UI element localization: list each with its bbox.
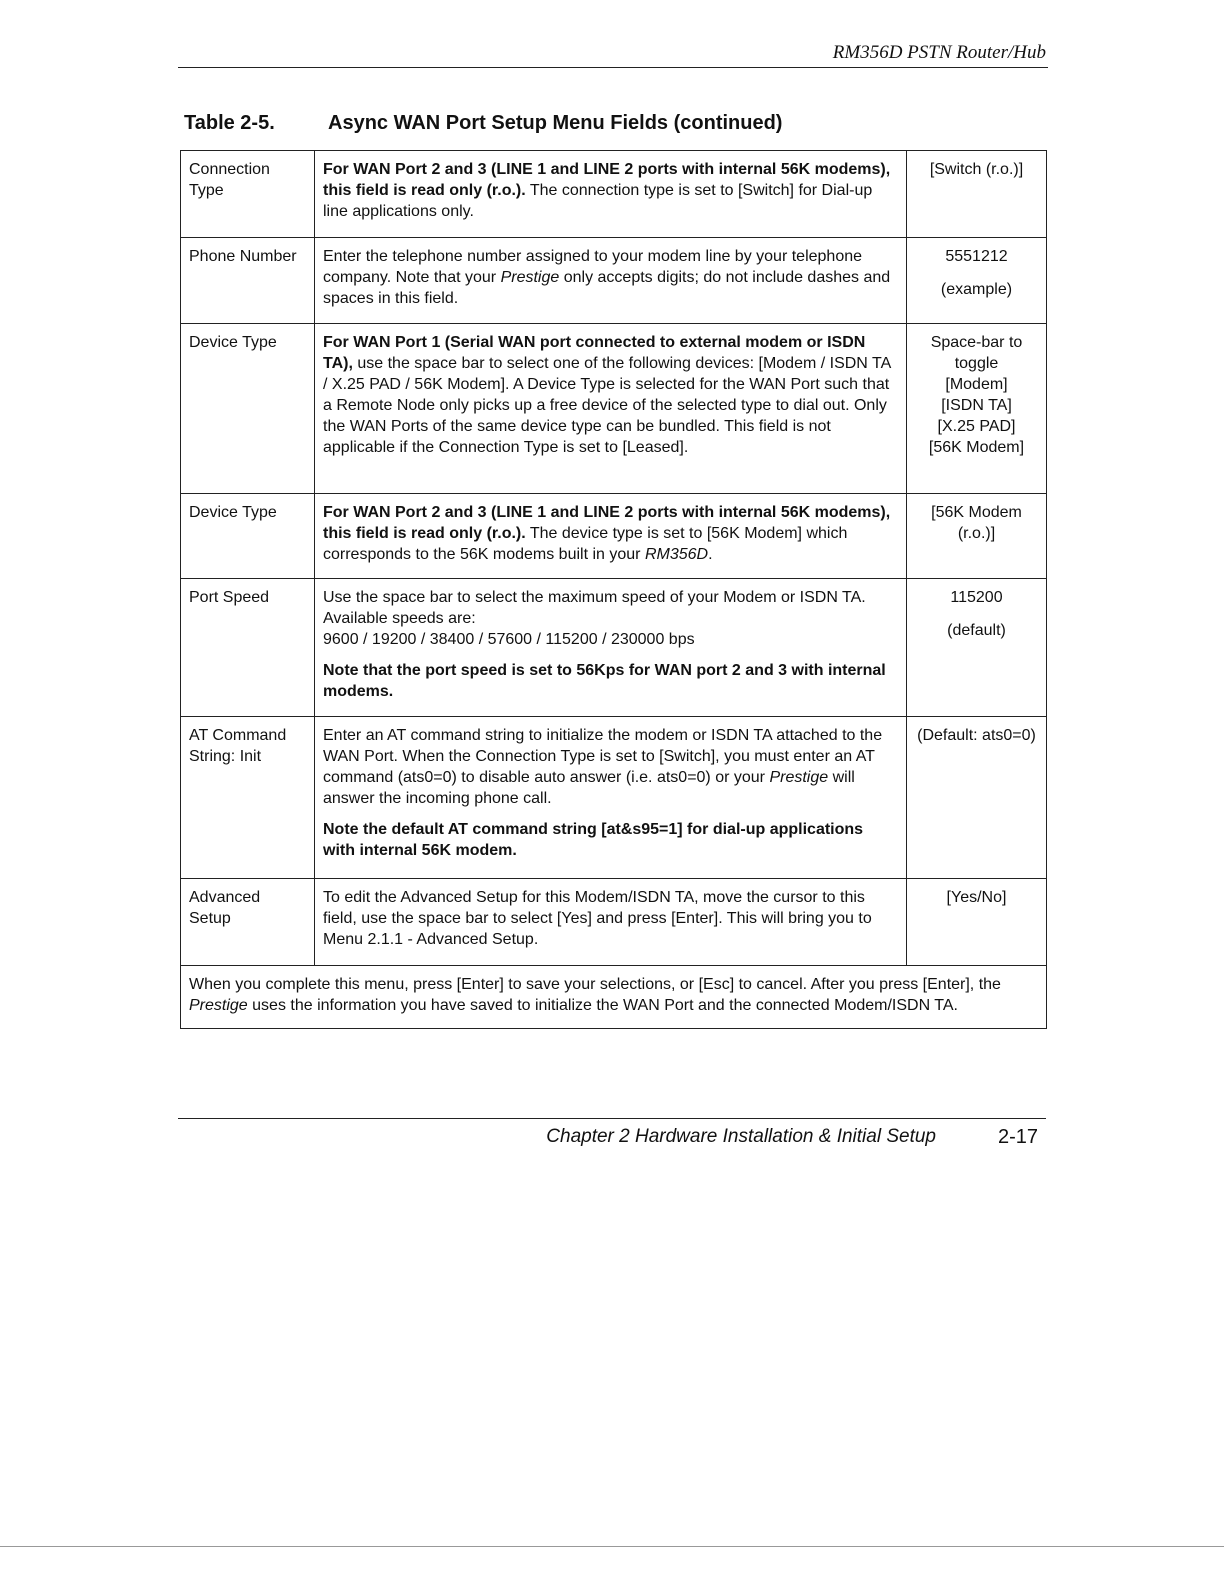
field-value — [907, 151, 1047, 238]
table-row — [181, 324, 1047, 494]
description-bold: For WAN Port 2 and 3 (LINE 1 and LINE 2 ports with internal 56K modems), this field is read only (r.o.). — [323, 161, 891, 199]
value-text: (Default: ats0=0) — [917, 727, 1036, 744]
field-name: Connection Type — [181, 151, 315, 238]
table-row — [181, 717, 1047, 879]
description-text: Enter the telephone number assigned to your modem line by your telephone company. Note that your — [323, 248, 863, 286]
fields-table — [180, 150, 1047, 1029]
table-row — [181, 238, 1047, 324]
header-rule — [178, 67, 1048, 68]
description-bold: For WAN Port 1 (Serial WAN port connected to external modem or ISDN TA), — [323, 334, 866, 372]
speed-list: 9600 / 19200 / 38400 / 57600 / 115200 / 230000 bps — [323, 631, 695, 648]
table-row — [181, 494, 1047, 579]
table-title: Async WAN Port Setup Menu Fields (continued) — [328, 112, 783, 134]
table-row — [181, 879, 1047, 966]
field-description — [315, 238, 907, 324]
value-text: [Switch (r.o.)] — [929, 161, 1024, 178]
footer-text: uses the information you have saved to initialize the WAN Port and the connected Modem/ISDN TA. — [247, 997, 958, 1014]
value-line: [56K Modem] — [928, 439, 1025, 456]
field-name: Port Speed — [181, 579, 315, 717]
table-footer-row — [181, 966, 1047, 1029]
page-number: 2-17 — [998, 1126, 1039, 1148]
value-line: [Modem] — [945, 376, 1008, 393]
value-line: toggle — [954, 355, 999, 372]
value-note: (example) — [940, 281, 1013, 298]
description-italic: RM356D — [644, 546, 709, 563]
field-description — [315, 151, 907, 238]
value-line: [ISDN TA] — [941, 397, 1012, 414]
description-paragraph — [323, 725, 898, 809]
field-name: Device Type — [181, 494, 315, 579]
description-italic: Prestige — [500, 269, 560, 286]
footer-italic: Prestige — [189, 997, 248, 1014]
field-description: To edit the Advanced Setup for this Modem/ISDN TA, move the cursor to this field, use the space bar to select [Yes] and press [Enter]. This will bring you to Menu 2.1.1 - Advanced Setup. — [315, 879, 907, 966]
description-bold: For WAN Port 2 and 3 (LINE 1 and LINE 2 ports with internal 56K modems), this field is read only (r.o.). — [323, 504, 891, 542]
field-name: AT Command String: Init — [181, 717, 315, 879]
field-name: Advanced Setup — [181, 879, 315, 966]
table-footer-note — [181, 966, 1047, 1029]
field-description — [315, 579, 907, 717]
description-text: Use the space bar to select the maximum speed of your Modem or ISDN TA. Available speeds are: — [323, 589, 866, 627]
description-text: will answer the incoming phone call. — [323, 769, 855, 807]
table-row — [181, 151, 1047, 238]
footer-rule — [178, 1118, 1046, 1119]
field-description — [315, 324, 907, 494]
description-text: The device type is set to [56K Modem] which corresponds to the 56K modems built in your — [323, 525, 848, 563]
footer-text: When you complete this menu, press [Enter] to save your selections, or [Esc] to cancel. After you press [Enter], the — [189, 976, 1001, 993]
field-value — [907, 579, 1047, 717]
field-value — [907, 717, 1047, 879]
value-line: [X.25 PAD] — [937, 418, 1016, 435]
description-italic: Prestige — [769, 769, 829, 786]
description-text: only accepts digits; do not include dashes and spaces in this field. — [323, 269, 891, 307]
value-text: [Yes/No] — [946, 889, 1007, 906]
field-description — [315, 717, 907, 879]
description-text: use the space bar to select one of the following devices: [Modem / ISDN TA / X.25 PAD / 56K Modem]. A Device Type is selected for the WAN Port such that a Remote Node only picks up a free device of the selected type to dial out. Only the WAN Ports of the same device type can be bundled. This field is not applicable if the Connection Type is set to [Leased]. — [323, 355, 891, 456]
scan-edge-line — [0, 1546, 1224, 1547]
running-header: RM356D PSTN Router/Hub — [832, 42, 1046, 63]
field-value — [907, 494, 1047, 579]
value-text: [56K Modem (r.o.)] — [931, 504, 1022, 542]
field-description — [315, 494, 907, 579]
field-name: Phone Number — [181, 238, 315, 324]
value-line: Space-bar to — [930, 334, 1023, 351]
field-value — [907, 324, 1047, 494]
field-value — [907, 238, 1047, 324]
field-name: Device Type — [181, 324, 315, 494]
value-text: 115200 — [950, 589, 1003, 606]
table-label: Table 2-5. — [184, 112, 275, 134]
description-text: . — [708, 546, 713, 563]
description-text: Enter an AT command string to initialize the modem or ISDN TA attached to the WAN Port. When the Connection Type is set to [Switch], you must enter an AT command (ats0=0) to disable auto answer (i.e. ats0=0) or your — [323, 727, 883, 786]
description-note: Note that the port speed is set to 56Kps for WAN port 2 and 3 with internal modems. — [323, 662, 886, 700]
description-text: The connection type is set to [Switch] for Dial-up line applications only. — [323, 182, 873, 220]
value-note: (default) — [947, 622, 1006, 639]
description-note: Note the default AT command string [at&s95=1] for dial-up applications with internal 56K modem. — [323, 821, 864, 859]
description-paragraph — [323, 587, 898, 650]
value-text: 5551212 — [945, 248, 1008, 265]
table-row — [181, 579, 1047, 717]
footer-chapter: Chapter 2 Hardware Installation & Initial Setup — [546, 1126, 936, 1147]
field-value — [907, 879, 1047, 966]
